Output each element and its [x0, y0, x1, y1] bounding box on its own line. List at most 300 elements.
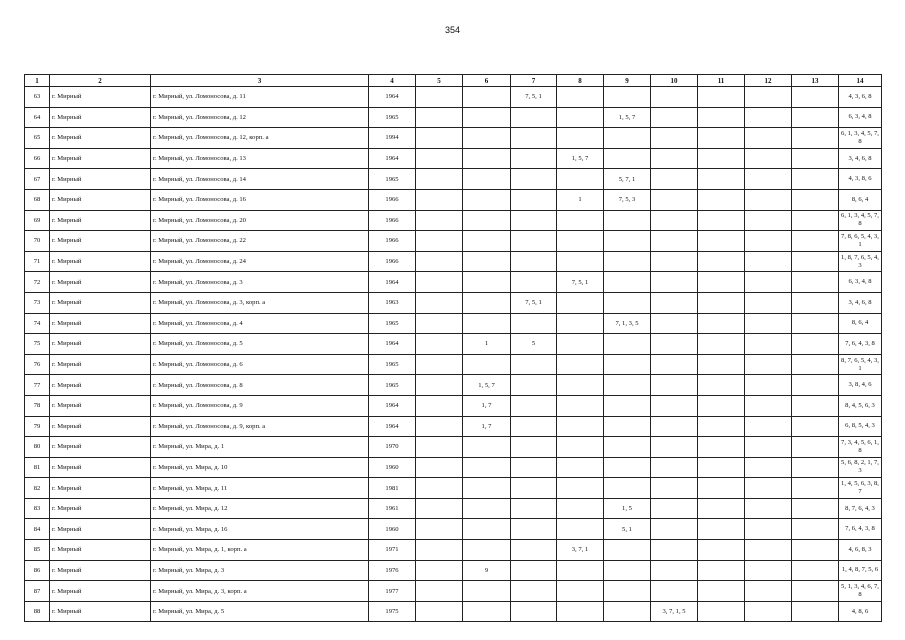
table-cell: 1964: [369, 148, 416, 169]
table-cell: 7, 3, 4, 5, 6, 1, 8: [839, 437, 882, 458]
table-cell: г. Мирный, ул. Ломоносова, д. 9, корп. а: [151, 416, 369, 437]
table-cell: [604, 128, 651, 149]
table-cell: 1966: [369, 189, 416, 210]
table-cell: г. Мирный: [50, 581, 151, 602]
table-cell: [463, 292, 511, 313]
table-cell: г. Мирный, ул. Ломоносова, д. 16: [151, 189, 369, 210]
table-cell: [557, 581, 604, 602]
table-cell: г. Мирный, ул. Ломоносова, д. 8: [151, 375, 369, 396]
table-cell: [416, 416, 463, 437]
table-cell: 73: [25, 292, 50, 313]
table-cell: г. Мирный: [50, 437, 151, 458]
table-cell: 5: [511, 334, 557, 355]
table-cell: 75: [25, 334, 50, 355]
table-cell: 64: [25, 107, 50, 128]
table-cell: 1964: [369, 395, 416, 416]
table-cell: 5, 1, 3, 4, 6, 7, 8: [839, 581, 882, 602]
table-cell: [463, 128, 511, 149]
table-cell: г. Мирный: [50, 416, 151, 437]
table-cell: [745, 519, 792, 540]
table-cell: [651, 560, 698, 581]
table-row: [25, 169, 882, 190]
table-row: [25, 581, 882, 602]
table-row: [25, 437, 882, 458]
table-cell: [745, 395, 792, 416]
table-cell: 7, 6, 4, 3, 8: [839, 519, 882, 540]
header-cell: 10: [651, 75, 698, 87]
table-cell: г. Мирный: [50, 354, 151, 375]
header-cell: 9: [604, 75, 651, 87]
table-cell: г. Мирный, ул. Ломоносова, д. 14: [151, 169, 369, 190]
table-cell: 7, 6, 4, 3, 8: [839, 334, 882, 355]
table-cell: [698, 560, 745, 581]
table-cell: [792, 375, 839, 396]
table-row: [25, 107, 882, 128]
table-cell: [604, 581, 651, 602]
table-cell: [792, 189, 839, 210]
table-cell: 1963: [369, 292, 416, 313]
table-cell: 83: [25, 498, 50, 519]
header-cell: 3: [151, 75, 369, 87]
table-row: [25, 354, 882, 375]
table-cell: [463, 107, 511, 128]
table-cell: 9: [463, 560, 511, 581]
table-cell: [557, 416, 604, 437]
table-cell: [698, 189, 745, 210]
table-cell: [651, 189, 698, 210]
table-row: [25, 560, 882, 581]
table-cell: [511, 189, 557, 210]
table-cell: 7, 5, 1: [557, 272, 604, 293]
table-cell: [698, 107, 745, 128]
table-cell: 1965: [369, 313, 416, 334]
table-cell: [557, 169, 604, 190]
table-cell: 1977: [369, 581, 416, 602]
table-cell: 1966: [369, 231, 416, 252]
table-cell: [698, 87, 745, 108]
table-cell: [745, 292, 792, 313]
table-cell: [651, 210, 698, 231]
table-cell: 88: [25, 601, 50, 622]
table-cell: г. Мирный: [50, 313, 151, 334]
table-cell: 84: [25, 519, 50, 540]
table-cell: [463, 478, 511, 499]
table-cell: [651, 292, 698, 313]
table-cell: [698, 128, 745, 149]
table-cell: [557, 128, 604, 149]
table-cell: [698, 210, 745, 231]
table-cell: [698, 519, 745, 540]
table-cell: 1, 4, 8, 7, 5, 6: [839, 560, 882, 581]
table-cell: 8, 6, 4: [839, 313, 882, 334]
table-cell: [651, 272, 698, 293]
table-cell: [557, 292, 604, 313]
table-cell: [557, 375, 604, 396]
table-cell: 79: [25, 416, 50, 437]
table-cell: [511, 437, 557, 458]
table-cell: [511, 395, 557, 416]
table-cell: [604, 457, 651, 478]
table-cell: [745, 560, 792, 581]
table-cell: 1960: [369, 519, 416, 540]
table-cell: г. Мирный, ул. Мира, д. 12: [151, 498, 369, 519]
table-row: [25, 457, 882, 478]
table-cell: 1, 4, 5, 6, 3, 8, 7: [839, 478, 882, 499]
table-cell: [698, 416, 745, 437]
table-cell: [792, 292, 839, 313]
table-cell: [604, 354, 651, 375]
table-cell: [557, 334, 604, 355]
table-cell: [651, 354, 698, 375]
table-cell: [604, 272, 651, 293]
table-cell: [745, 540, 792, 561]
table-cell: [416, 87, 463, 108]
table-cell: г. Мирный: [50, 292, 151, 313]
table-cell: [604, 416, 651, 437]
table-cell: 7, 1, 3, 5: [604, 313, 651, 334]
table-cell: [651, 107, 698, 128]
table-cell: 85: [25, 540, 50, 561]
table-cell: [745, 354, 792, 375]
table-cell: [511, 519, 557, 540]
table-cell: 3, 7, 1: [557, 540, 604, 561]
table-cell: [651, 334, 698, 355]
table-cell: [604, 231, 651, 252]
table-cell: [463, 251, 511, 272]
table-cell: [745, 169, 792, 190]
table-cell: [745, 437, 792, 458]
table-cell: [416, 231, 463, 252]
table-cell: [792, 519, 839, 540]
table-cell: [792, 560, 839, 581]
table-cell: [557, 107, 604, 128]
table-cell: г. Мирный, ул. Ломоносова, д. 22: [151, 231, 369, 252]
table-cell: [557, 519, 604, 540]
table-cell: [511, 581, 557, 602]
table-cell: [792, 457, 839, 478]
table-cell: [416, 478, 463, 499]
table-cell: [557, 354, 604, 375]
table-cell: [698, 395, 745, 416]
table-cell: [651, 478, 698, 499]
table-cell: [463, 437, 511, 458]
table-cell: [511, 416, 557, 437]
table-cell: 1, 5, 7: [604, 107, 651, 128]
table-cell: 6, 8, 5, 4, 3: [839, 416, 882, 437]
table-cell: [557, 457, 604, 478]
table-cell: 63: [25, 87, 50, 108]
table-cell: г. Мирный: [50, 210, 151, 231]
header-cell: 7: [511, 75, 557, 87]
table-cell: 5, 6, 8, 2, 1, 7, 3: [839, 457, 882, 478]
table-row: [25, 313, 882, 334]
table-cell: [511, 231, 557, 252]
table-cell: [792, 128, 839, 149]
table-cell: г. Мирный: [50, 87, 151, 108]
table-cell: 69: [25, 210, 50, 231]
table-cell: [416, 107, 463, 128]
table-cell: [557, 231, 604, 252]
table-cell: 6, 3, 4, 8: [839, 107, 882, 128]
table-cell: 7, 5, 3: [604, 189, 651, 210]
table-cell: [463, 87, 511, 108]
table-cell: [511, 272, 557, 293]
table-cell: 1: [557, 189, 604, 210]
table-cell: [416, 169, 463, 190]
table-cell: г. Мирный: [50, 395, 151, 416]
table-cell: г. Мирный, ул. Ломоносова, д. 20: [151, 210, 369, 231]
table-cell: [792, 231, 839, 252]
table-cell: г. Мирный, ул. Мира, д. 10: [151, 457, 369, 478]
table-cell: г. Мирный: [50, 334, 151, 355]
table-cell: 68: [25, 189, 50, 210]
table-cell: [557, 313, 604, 334]
table-cell: [792, 169, 839, 190]
table-cell: [604, 478, 651, 499]
table-cell: [463, 148, 511, 169]
table-cell: [792, 601, 839, 622]
table-cell: 1965: [369, 354, 416, 375]
table-cell: [416, 334, 463, 355]
table-cell: 1966: [369, 251, 416, 272]
table-cell: [651, 540, 698, 561]
table-cell: [745, 601, 792, 622]
table-cell: 1964: [369, 87, 416, 108]
table-cell: 8, 7, 6, 5, 4, 3, 1: [839, 354, 882, 375]
table-cell: 1975: [369, 601, 416, 622]
table-cell: г. Мирный: [50, 478, 151, 499]
table-cell: [604, 395, 651, 416]
table-cell: г. Мирный, ул. Ломоносова, д. 12: [151, 107, 369, 128]
table-cell: 1964: [369, 334, 416, 355]
table-cell: [511, 560, 557, 581]
table-cell: [557, 210, 604, 231]
table-cell: [698, 169, 745, 190]
page-number: 354: [444, 25, 461, 35]
table-cell: [416, 210, 463, 231]
table-cell: [416, 395, 463, 416]
table-cell: г. Мирный, ул. Ломоносова, д. 3: [151, 272, 369, 293]
table-cell: [463, 601, 511, 622]
table-cell: [604, 334, 651, 355]
table-cell: г. Мирный, ул. Ломоносова, д. 9: [151, 395, 369, 416]
table-row: [25, 519, 882, 540]
table-cell: [745, 313, 792, 334]
table-cell: [511, 457, 557, 478]
table-row: [25, 540, 882, 561]
table-cell: [416, 560, 463, 581]
table-cell: 1, 8, 7, 6, 5, 4, 3: [839, 251, 882, 272]
table-cell: 1, 5: [604, 498, 651, 519]
table-row: [25, 231, 882, 252]
table-cell: 1, 5, 7: [557, 148, 604, 169]
table-cell: [511, 601, 557, 622]
header-cell: 4: [369, 75, 416, 87]
table-cell: [745, 251, 792, 272]
table-cell: г. Мирный, ул. Ломоносова, д. 3, корп. а: [151, 292, 369, 313]
table-cell: 67: [25, 169, 50, 190]
table-cell: 4, 3, 6, 8: [839, 87, 882, 108]
table-cell: [745, 478, 792, 499]
table-cell: 6, 1, 3, 4, 5, 7, 8: [839, 128, 882, 149]
table-cell: [792, 313, 839, 334]
table-cell: 81: [25, 457, 50, 478]
table-cell: 78: [25, 395, 50, 416]
header-row: [25, 75, 882, 87]
table-cell: 65: [25, 128, 50, 149]
header-cell: 11: [698, 75, 745, 87]
table-cell: [463, 519, 511, 540]
table-cell: [557, 251, 604, 272]
table-cell: г. Мирный, ул. Ломоносова, д. 4: [151, 313, 369, 334]
table-cell: 76: [25, 354, 50, 375]
table-cell: [651, 437, 698, 458]
table-cell: [511, 313, 557, 334]
table-cell: [651, 375, 698, 396]
table-cell: [463, 313, 511, 334]
table-cell: [698, 334, 745, 355]
table-cell: г. Мирный: [50, 148, 151, 169]
table-cell: [698, 251, 745, 272]
table-cell: [604, 292, 651, 313]
table-cell: [511, 498, 557, 519]
table-cell: 77: [25, 375, 50, 396]
table-cell: 8, 7, 6, 4, 3: [839, 498, 882, 519]
table-cell: 70: [25, 231, 50, 252]
table-cell: [557, 437, 604, 458]
table-cell: [416, 457, 463, 478]
table-row: [25, 478, 882, 499]
table-cell: [651, 313, 698, 334]
table-cell: г. Мирный: [50, 107, 151, 128]
table-cell: [604, 437, 651, 458]
table-cell: г. Мирный: [50, 498, 151, 519]
table-cell: г. Мирный, ул. Ломоносова, д. 6: [151, 354, 369, 375]
table-cell: [604, 560, 651, 581]
header-cell: 8: [557, 75, 604, 87]
table-cell: [698, 313, 745, 334]
table-cell: [511, 128, 557, 149]
table-cell: [511, 210, 557, 231]
table-cell: г. Мирный: [50, 601, 151, 622]
table-cell: [698, 354, 745, 375]
table-cell: 74: [25, 313, 50, 334]
table-cell: 1971: [369, 540, 416, 561]
table-cell: г. Мирный, ул. Мира, д. 11: [151, 478, 369, 499]
table-cell: 66: [25, 148, 50, 169]
table-cell: 7, 5, 1: [511, 87, 557, 108]
table-cell: 72: [25, 272, 50, 293]
table-cell: [792, 478, 839, 499]
table-cell: 1970: [369, 437, 416, 458]
table-cell: [416, 519, 463, 540]
table-cell: [698, 148, 745, 169]
table-cell: 1965: [369, 107, 416, 128]
table-cell: [745, 128, 792, 149]
table-cell: г. Мирный: [50, 519, 151, 540]
table-cell: [745, 231, 792, 252]
table-cell: [463, 581, 511, 602]
table-cell: г. Мирный, ул. Мира, д. 1: [151, 437, 369, 458]
table-cell: [745, 272, 792, 293]
table-cell: [698, 292, 745, 313]
table-cell: [557, 498, 604, 519]
table-cell: 87: [25, 581, 50, 602]
table-row: [25, 601, 882, 622]
header-cell: 6: [463, 75, 511, 87]
table-cell: [463, 540, 511, 561]
table-cell: г. Мирный: [50, 169, 151, 190]
table-cell: г. Мирный, ул. Ломоносова, д. 24: [151, 251, 369, 272]
table-cell: 1, 7: [463, 395, 511, 416]
table-cell: [792, 148, 839, 169]
table-cell: 6, 1, 3, 4, 5, 7, 8: [839, 210, 882, 231]
table-row: [25, 251, 882, 272]
table-cell: [604, 87, 651, 108]
table-cell: [511, 478, 557, 499]
table-cell: [792, 354, 839, 375]
table-cell: [511, 148, 557, 169]
header-cell: 14: [839, 75, 882, 87]
table-cell: [698, 231, 745, 252]
table-cell: [651, 148, 698, 169]
table-cell: [463, 169, 511, 190]
table-cell: [792, 107, 839, 128]
header-cell: 12: [745, 75, 792, 87]
table-cell: [651, 231, 698, 252]
table-cell: 4, 3, 8, 6: [839, 169, 882, 190]
table-row: [25, 375, 882, 396]
table-cell: 7, 8, 6, 5, 4, 3, 1: [839, 231, 882, 252]
table-cell: [745, 457, 792, 478]
table-cell: г. Мирный, ул. Мира, д. 1, корп. а: [151, 540, 369, 561]
table-cell: [604, 375, 651, 396]
table-cell: [792, 416, 839, 437]
table-cell: [792, 581, 839, 602]
table-cell: [604, 210, 651, 231]
header-cell: 13: [792, 75, 839, 87]
table-cell: 1: [463, 334, 511, 355]
table-cell: [698, 375, 745, 396]
table-row: [25, 272, 882, 293]
table-cell: [745, 189, 792, 210]
registry-table: [24, 74, 882, 622]
table-cell: 3, 4, 6, 8: [839, 148, 882, 169]
table-cell: [604, 540, 651, 561]
table-cell: г. Мирный, ул. Мира, д. 3: [151, 560, 369, 581]
header-cell: 5: [416, 75, 463, 87]
table-header: [25, 75, 882, 87]
table-cell: 8, 4, 5, 6, 3: [839, 395, 882, 416]
table-cell: [416, 272, 463, 293]
table-cell: 1964: [369, 416, 416, 437]
table-cell: [651, 457, 698, 478]
table-cell: [604, 251, 651, 272]
table-cell: [698, 457, 745, 478]
table-cell: [416, 128, 463, 149]
table-row: [25, 189, 882, 210]
table-cell: [792, 334, 839, 355]
table-cell: [463, 189, 511, 210]
table-cell: [792, 251, 839, 272]
table-cell: [792, 540, 839, 561]
table-cell: [698, 581, 745, 602]
table-cell: г. Мирный: [50, 128, 151, 149]
table-row: [25, 498, 882, 519]
table-cell: г. Мирный, ул. Ломоносова, д. 5: [151, 334, 369, 355]
table-cell: 1, 5, 7: [463, 375, 511, 396]
table-cell: [698, 540, 745, 561]
